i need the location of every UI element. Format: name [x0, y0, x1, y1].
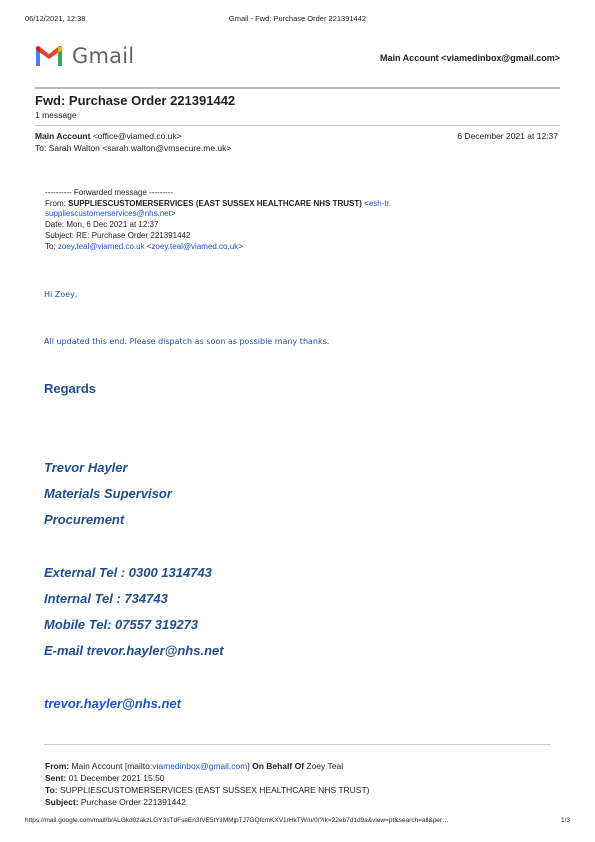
message-date: 6 December 2021 at 12:37 — [457, 131, 558, 141]
greeting: Hi Zoey, — [44, 290, 78, 299]
sender-name: Main Account — [35, 131, 91, 141]
quoted-header — [45, 760, 370, 808]
thread-subject: Fwd: Purchase Order 221391442 — [35, 93, 236, 108]
quoted-from-label: From: — [45, 761, 70, 771]
forwarded-sender-email-link-2[interactable]: suppliescustomerservices@nhs.net — [45, 209, 171, 219]
message-count: 1 message — [35, 110, 77, 120]
quoted-from-text: Main Account [mailto: — [69, 761, 153, 771]
forwarded-subject: Subject: RE: Purchase Order 221391442 — [45, 230, 191, 240]
forwarded-header — [45, 188, 485, 252]
forwarded-to: To: zoey.teal@viamed.co.uk <zoey.teal@viamed.co.uk> — [45, 241, 243, 251]
behalf-name: Zoey Teal — [304, 761, 344, 771]
page-number: 1/3 — [560, 817, 570, 824]
sent-value: 01 December 2021 15:50 — [66, 773, 165, 783]
signature-dept: Procurement — [44, 512, 125, 527]
quoted-to — [45, 784, 370, 796]
from-label: From: — [45, 198, 69, 208]
account-label: Main Account <viamedinbox@gmail.com> — [380, 53, 560, 63]
quoted-subject-label: Subject: — [45, 797, 79, 807]
quoted-from — [45, 760, 370, 772]
quoted-to-value: SUPPLIESCUSTOMERSERVICES (EAST SUSSEX HEALTHCARE NHS TRUST) — [57, 785, 370, 795]
gmail-logo-icon — [34, 44, 64, 68]
forwarded-sender: SUPPLIESCUSTOMERSERVICES (EAST SUSSEX HEALTHCARE NHS TRUST) — [68, 198, 362, 208]
quoted-from-close: ] — [247, 761, 253, 771]
print-datetime: 06/12/2021, 12:38 — [25, 14, 86, 23]
recipient-email-link[interactable]: zoey.teal@viamed.co.uk — [57, 241, 145, 251]
quoted-from-link[interactable]: viamedinbox@gmail.com — [152, 761, 248, 771]
subject-divider — [35, 125, 560, 126]
gmail-wordmark: Gmail — [72, 44, 135, 68]
forwarded-from — [45, 199, 485, 220]
signature-internal-tel: Internal Tel : 734743 — [44, 591, 168, 606]
recipient-email-link-2[interactable]: zoey.teal@viamed.co.uk — [151, 241, 239, 251]
regards: Regards — [44, 381, 97, 396]
sender-email: <office@viamed.co.uk> — [92, 131, 182, 141]
signature-email: E-mail trevor.hayler@nhs.net — [44, 643, 224, 658]
header-divider — [35, 87, 560, 89]
quoted-subject-value: Purchase Order 221391442 — [78, 797, 186, 807]
message-to: To: Sarah Walton <sarah.walton@vmsecure.me.uk> — [35, 143, 232, 153]
message-from — [35, 131, 182, 141]
email-open: < — [361, 198, 369, 208]
sent-label: Sent: — [45, 773, 67, 783]
quoted-subject — [45, 796, 370, 808]
signature-title: Materials Supervisor — [44, 486, 172, 501]
signature-mobile: Mobile Tel: 07557 319273 — [44, 617, 199, 632]
forwarded-sender-email-link[interactable]: esh-tr. — [368, 198, 392, 208]
quoted-to-label: To: — [45, 785, 58, 795]
body-line: All updated this end. Please dispatch as soon as possible many thanks. — [44, 337, 330, 346]
forwarded-divider-text: ---------- Forwarded message --------- — [45, 188, 173, 197]
quote-divider — [44, 744, 551, 745]
print-url: https://mail.google.com/mail/b/ALGkd0zakzLGY3sTdFseEn3tVE5tYiIMMjpTJ7GQfcmKXV1rHkTW/u/0/?ik=22eb7d1d9a&view=pt&search=all&per… — [25, 817, 449, 824]
quoted-sent — [45, 772, 370, 784]
email-close: > — [170, 209, 176, 219]
to-label: To: — [45, 241, 58, 251]
signature-email-link[interactable]: trevor.hayler@nhs.net — [44, 696, 181, 711]
signature-external-tel: External Tel : 0300 1314743 — [44, 565, 212, 580]
behalf-label: On Behalf Of — [252, 761, 305, 771]
signature-name: Trevor Hayler — [44, 460, 128, 475]
print-title: Gmail - Fwd: Purchase Order 221391442 — [228, 14, 367, 23]
forwarded-date: Date: Mon, 6 Dec 2021 at 12:37 — [45, 220, 159, 230]
